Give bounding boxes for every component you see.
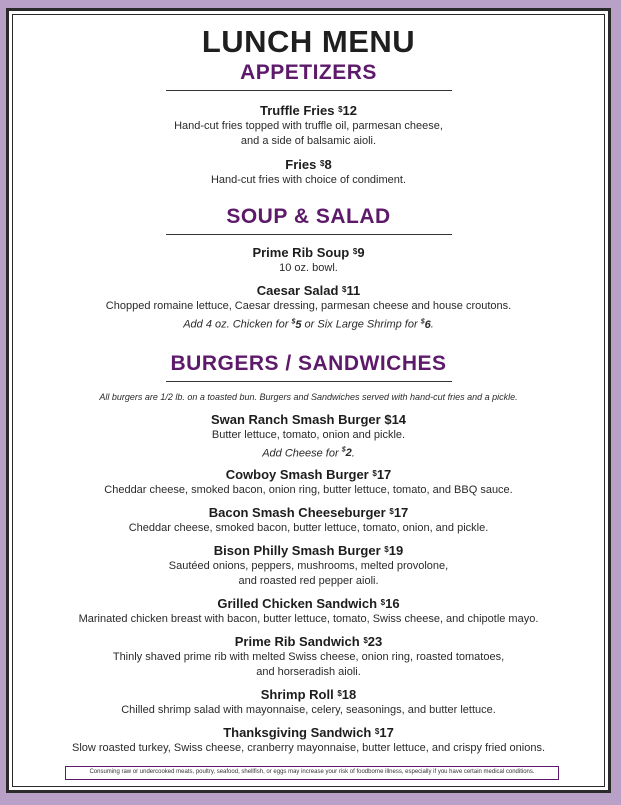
item-name: Caesar Salad $11	[256, 283, 361, 298]
item-description: Hand-cut fries with choice of condiment.	[210, 174, 407, 186]
menu-title: LUNCH MENU	[201, 24, 416, 59]
item-addon: Add Cheese for $2.	[262, 446, 355, 460]
section-note: All burgers are 1/2 lb. on a toasted bun. Burgers and Sandwiches served with hand-cut fries and a pickle.	[99, 391, 518, 402]
food-safety-disclaimer: Consuming raw or undercooked meats, poultry, seafood, shellfish, or eggs may increase your risk of foodborne illness, especially if you have certain medical conditions.	[65, 766, 559, 780]
menu-item	[9, 725, 608, 756]
item-name: Thanksgiving Sandwich $17	[223, 725, 394, 741]
item-description: and horseradish aioli.	[256, 666, 361, 679]
menu-item	[9, 245, 608, 276]
section-heading-appetizers: APPETIZERS	[240, 61, 377, 84]
item-name: Swan Ranch Smash Burger $14	[210, 411, 407, 427]
item-name: Fries $8	[285, 157, 332, 172]
item-description: and roasted red pepper aioli.	[238, 575, 379, 588]
item-description: Sautéed onions, peppers, mushrooms, melted provolone,	[168, 560, 449, 573]
menu-item	[9, 634, 608, 680]
item-name: Bison Philly Smash Burger $19	[213, 543, 404, 559]
menu-item	[9, 687, 608, 718]
item-description: and a side of balsamic aioli.	[240, 135, 377, 147]
item-name: Grilled Chicken Sandwich $16	[217, 596, 400, 612]
item-description: Thinly shaved prime rib with melted Swiss cheese, onion ring, roasted tomatoes,	[112, 651, 505, 664]
menu-item	[9, 467, 608, 498]
item-description: Cheddar cheese, smoked bacon, onion ring, butter lettuce, tomato, and BBQ sauce.	[104, 484, 513, 497]
menu-item	[9, 157, 608, 188]
menu-item	[9, 505, 608, 536]
item-description: Chopped romaine lettuce, Caesar dressing, parmesan cheese and house croutons.	[105, 300, 512, 312]
item-description: Marinated chicken breast with bacon, butter lettuce, tomato, Swiss cheese, and chipotle mayo.	[78, 613, 539, 626]
item-name: Bacon Smash Cheeseburger $17	[208, 505, 409, 521]
item-description: Chilled shrimp salad with mayonnaise, celery, seasonings, and butter lettuce.	[121, 704, 496, 717]
section-heading-soup-salad: SOUP & SALAD	[226, 205, 391, 228]
item-addon: Add 4 oz. Chicken for $5 or Six Large Shrimp for $6.	[183, 318, 434, 331]
item-name: Cowboy Smash Burger $17	[225, 467, 392, 483]
item-name: Shrimp Roll $18	[260, 687, 357, 703]
menu-item	[9, 103, 608, 149]
item-description: Cheddar cheese, smoked bacon, butter lettuce, tomato, onion, and pickle.	[128, 522, 489, 535]
section-divider	[166, 381, 452, 382]
menu-item	[9, 283, 608, 333]
item-name: Prime Rib Sandwich $23	[234, 634, 383, 650]
item-description: Slow roasted turkey, Swiss cheese, cranberry mayonnaise, butter lettuce, and crispy fried onions.	[71, 742, 546, 755]
item-description: 10 oz. bowl.	[279, 262, 338, 274]
menu-item	[9, 543, 608, 589]
menu-item	[9, 412, 608, 462]
item-description: Hand-cut fries topped with truffle oil, parmesan cheese,	[174, 120, 443, 132]
item-name: Truffle Fries $12	[260, 103, 357, 118]
menu-content	[9, 11, 608, 756]
section-divider	[166, 234, 452, 235]
menu-frame	[6, 8, 611, 793]
item-description: Butter lettuce, tomato, onion and pickle.	[211, 428, 406, 441]
menu-item	[9, 596, 608, 627]
section-divider	[166, 90, 452, 91]
item-name: Prime Rib Soup $9	[252, 245, 365, 260]
section-heading-burgers: BURGERS / SANDWICHES	[170, 351, 447, 375]
